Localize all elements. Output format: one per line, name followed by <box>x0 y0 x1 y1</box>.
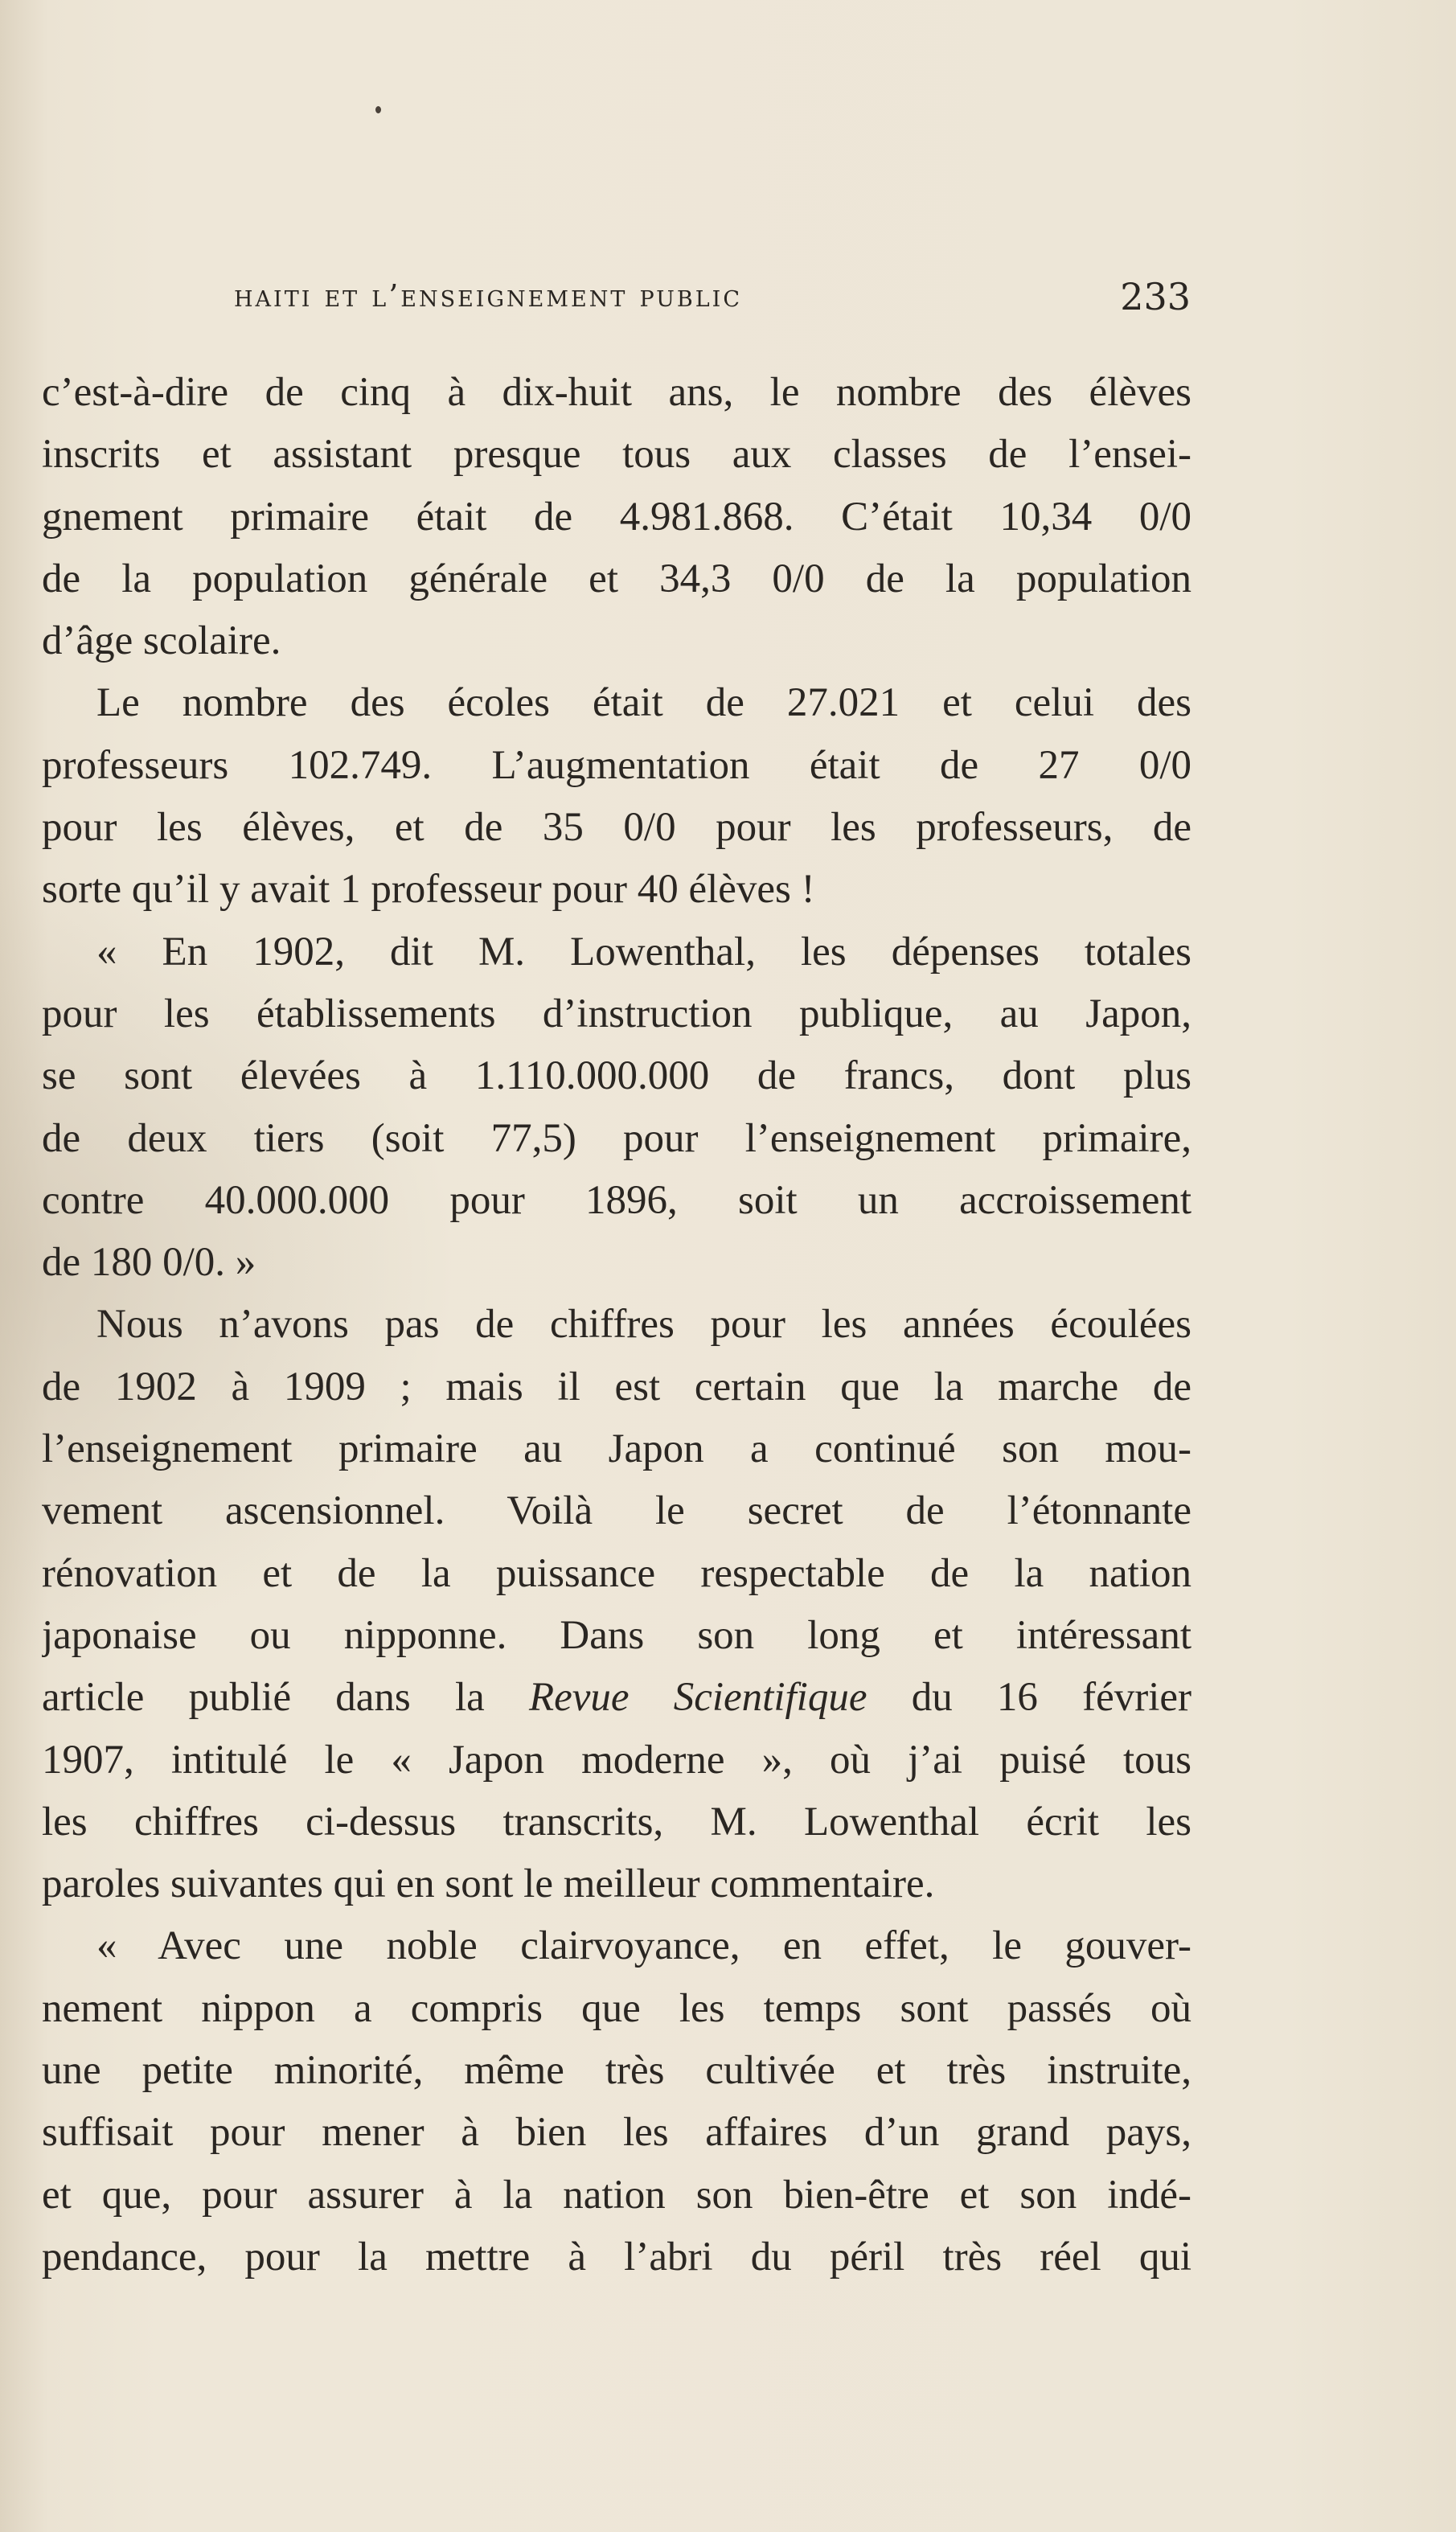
text-line: d’âge scolaire. <box>42 618 281 664</box>
text-line: 1907, intitulé le « Japon moderne », où j’ai puisé tous <box>42 1737 1191 1783</box>
text-line: gnement primaire était de 4.981.868. C’était 10,34 0/0 <box>42 494 1191 540</box>
text-line: paroles suivantes qui en sont le meilleur commentaire. <box>42 1861 935 1907</box>
running-title: haiti et l’enseignement public <box>234 278 742 314</box>
journal-title: Revue Scientifique <box>528 1675 867 1721</box>
text-line: contre 40.000.000 pour 1896, soit un accroissement <box>42 1177 1191 1223</box>
text-line: suffisait pour mener à bien les affaires d’un grand pays, <box>42 2110 1191 2156</box>
text-line: « En 1902, dit M. Lowenthal, les dépenses totales <box>96 929 1191 975</box>
text-line: de la population générale et 34,3 0/0 de la population <box>42 556 1191 601</box>
text-run: article publié dans la <box>42 1675 529 1721</box>
text-line: professeurs 102.749. L’augmentation était de 27 0/0 <box>42 742 1191 788</box>
text-line: Nous n’avons pas de chiffres pour les années écoulées <box>96 1302 1191 1348</box>
text-line: de deux tiers (soit 77,5) pour l’enseignement primaire, <box>42 1115 1191 1161</box>
text-line: se sont élevées à 1.110.000.000 de francs, dont plus <box>42 1053 1191 1099</box>
text-line: une petite minorité, même très cultivée et très instruite, <box>42 2048 1191 2094</box>
text-line: pour les établissements d’instruction publique, au Japon, <box>42 991 1191 1036</box>
text-run: du 16 février <box>867 1675 1191 1721</box>
text-line: Le nombre des écoles était de 27.021 et celui des <box>96 680 1191 726</box>
text-line: de 180 0/0. » <box>42 1240 256 1286</box>
body-text <box>42 362 1191 2288</box>
text-line: pendance, pour la mettre à l’abri du péril très réel qui <box>42 2234 1191 2280</box>
text-line: japonaise ou nipponne. Dans son long et intéressant <box>42 1612 1191 1658</box>
text-line: rénovation et de la puissance respectable de la nation <box>42 1550 1191 1596</box>
text-line: les chiffres ci-dessus transcrits, M. Lowenthal écrit les <box>42 1799 1191 1845</box>
text-line: l’enseignement primaire au Japon a continué son mou- <box>42 1426 1191 1472</box>
text-line: nement nippon a compris que les temps sont passés où <box>42 1985 1191 2031</box>
text-line: vement ascensionnel. Voilà le secret de l’étonnante <box>42 1488 1191 1534</box>
text-line: sorte qu’il y avait 1 professeur pour 40 élèves ! <box>42 867 815 913</box>
text-line: « Avec une noble clairvoyance, en effet, le gouver- <box>96 1923 1191 1969</box>
text-line: de 1902 à 1909 ; mais il est certain que la marche de <box>42 1364 1191 1410</box>
text-line: pour les élèves, et de 35 0/0 pour les professeurs, de <box>42 805 1191 851</box>
page-header <box>234 275 1191 320</box>
page-number: 233 <box>1120 275 1191 318</box>
text-line-with-italic <box>42 1667 1191 1729</box>
text-line: et que, pour assurer à la nation son bien-être et son indé- <box>42 2172 1191 2218</box>
ink-speck <box>375 106 381 113</box>
text-line: inscrits et assistant presque tous aux classes de l’ensei- <box>42 432 1191 478</box>
text-line: c’est-à-dire de cinq à dix-huit ans, le nombre des élèves <box>42 370 1191 415</box>
